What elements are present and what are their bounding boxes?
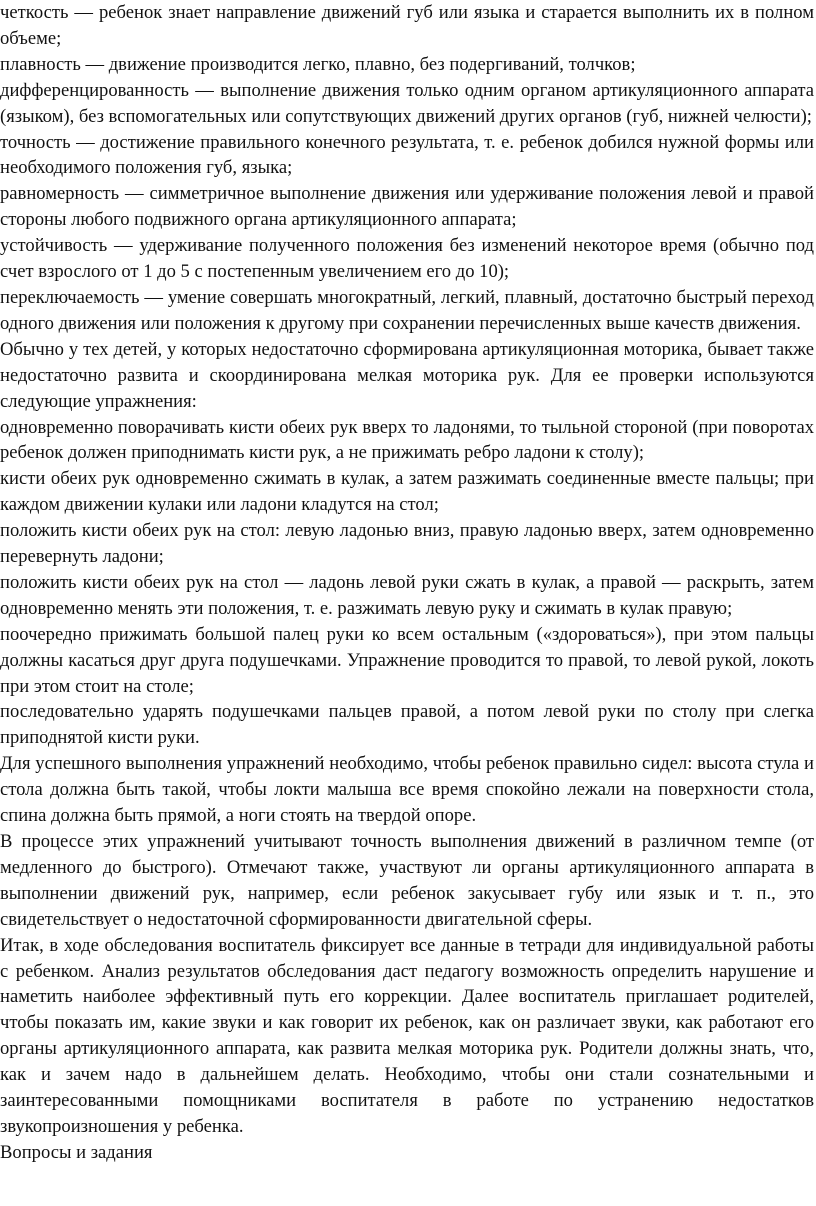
paragraph-smoothness: плавность — движение производится легко, плавно, без подергиваний, толчков; (0, 53, 636, 75)
section-heading-questions: Вопросы и задания (0, 1141, 153, 1163)
paragraph-conclusion: Итак, в ходе обследования воспитатель фиксирует все данные в тетради для индивидуальной работы с ребенком. Анализ результатов обследования даст педагогу возможность определить нарушение и наметить наиболее эффективный путь его коррекции. Далее воспитатель приглашает родителей, чтобы показать им, какие звуки и как говорит их ребенок, как он различает звуки, как работают его органы артикуляционного аппарата, как развита мелкая моторика рук. Родители должны знать, что, как и зачем надо в дальнейшем делать. Необходимо, чтобы они стали сознательными и заинтересованными помощниками воспитателя в работе по устранению недостатков звукопроизношения у ребенка. (0, 934, 814, 1137)
paragraph-differentiation: дифференцированность — выполнение движения только одним органом артикуляционного аппарата (языком), без вспомогательных или сопутствующих движений других органов (губ, нижней челюсти); (0, 79, 814, 127)
paragraph-fine-motor-intro: Обычно у тех детей, у которых недостаточно сформирована артикуляционная моторика, бывает также недостаточно развита и скоординирована мелкая моторика рук. Для ее проверки используются следующие упражнения: (0, 338, 814, 412)
paragraph-exercise-2: кисти обеих рук одновременно сжимать в кулак, а затем разжимать соединенные вместе пальцы; при каждом движении кулаки или ладони кладутся на стол; (0, 468, 814, 516)
paragraph-exercise-4: положить кисти обеих рук на стол — ладонь левой руки сжать в кулак, а правой — раскрыть, затем одновременно менять эти положения, т. е. разжимать левую руку и сжимать в кулак правую; (0, 571, 814, 619)
paragraph-accuracy: точность — достижение правильного конечного результата, т. е. ребенок добился нужной формы или необходимого положения губ, языка; (0, 131, 814, 179)
paragraph-posture: Для успешного выполнения упражнений необходимо, чтобы ребенок правильно сидел: высота стула и стола должна быть такой, чтобы локти малыша все время спокойно лежали на поверхности стола, спина должна быть прямой, а ноги стоять на твердой опоре. (0, 753, 814, 827)
paragraph-exercise-5: поочередно прижимать большой палец руки ко всем остальным («здороваться»), при этом пальцы должны касаться друг друга подушечками. Упражнение проводится то правой, то левой рукой, локоть при этом стоит на столе; (0, 623, 814, 697)
paragraph-switchability: переключаемость — умение совершать многократный, легкий, плавный, достаточно быстрый переход одного движения или положения к другому при сохранении перечисленных выше качеств движения. (0, 286, 814, 334)
paragraph-tempo: В процессе этих упражнений учитывают точность выполнения движений в различном темпе (от медленного до быстрого). Отмечают также, участвуют ли органы артикуляционного аппарата в выполнении движений рук, например, если ребенок закусывает губу или язык и т. п., это свидетельствует о недостаточной сформированности двигательной сферы. (0, 831, 814, 930)
paragraph-stability: устойчивость — удерживание полученного положения без изменений некоторое время (обычно под счет взрослого от 1 до 5 с постепенным увеличением его до 10); (0, 235, 814, 283)
paragraph-exercise-1: одновременно поворачивать кисти обеих рук вверх то ладонями, то тыльной стороной (при поворотах ребенок должен приподнимать кисти рук, а не прижимать ребро ладони к столу); (0, 416, 814, 464)
paragraph-exercise-3: положить кисти обеих рук на стол: левую ладонью вниз, правую ладонью вверх, затем одновременно перевернуть ладони; (0, 520, 814, 568)
paragraph-uniformity: равномерность — симметричное выполнение движения или удерживание положения левой и правой стороны любого подвижного органа артикуляционного аппарата; (0, 183, 814, 231)
paragraph-clarity: четкость — ребенок знает направление движений губ или языка и старается выполнить их в полном объеме; (0, 2, 814, 49)
paragraph-exercise-6: последовательно ударять подушечками пальцев правой, а потом левой руки по столу при слегка приподнятой кисти руки. (0, 701, 814, 749)
